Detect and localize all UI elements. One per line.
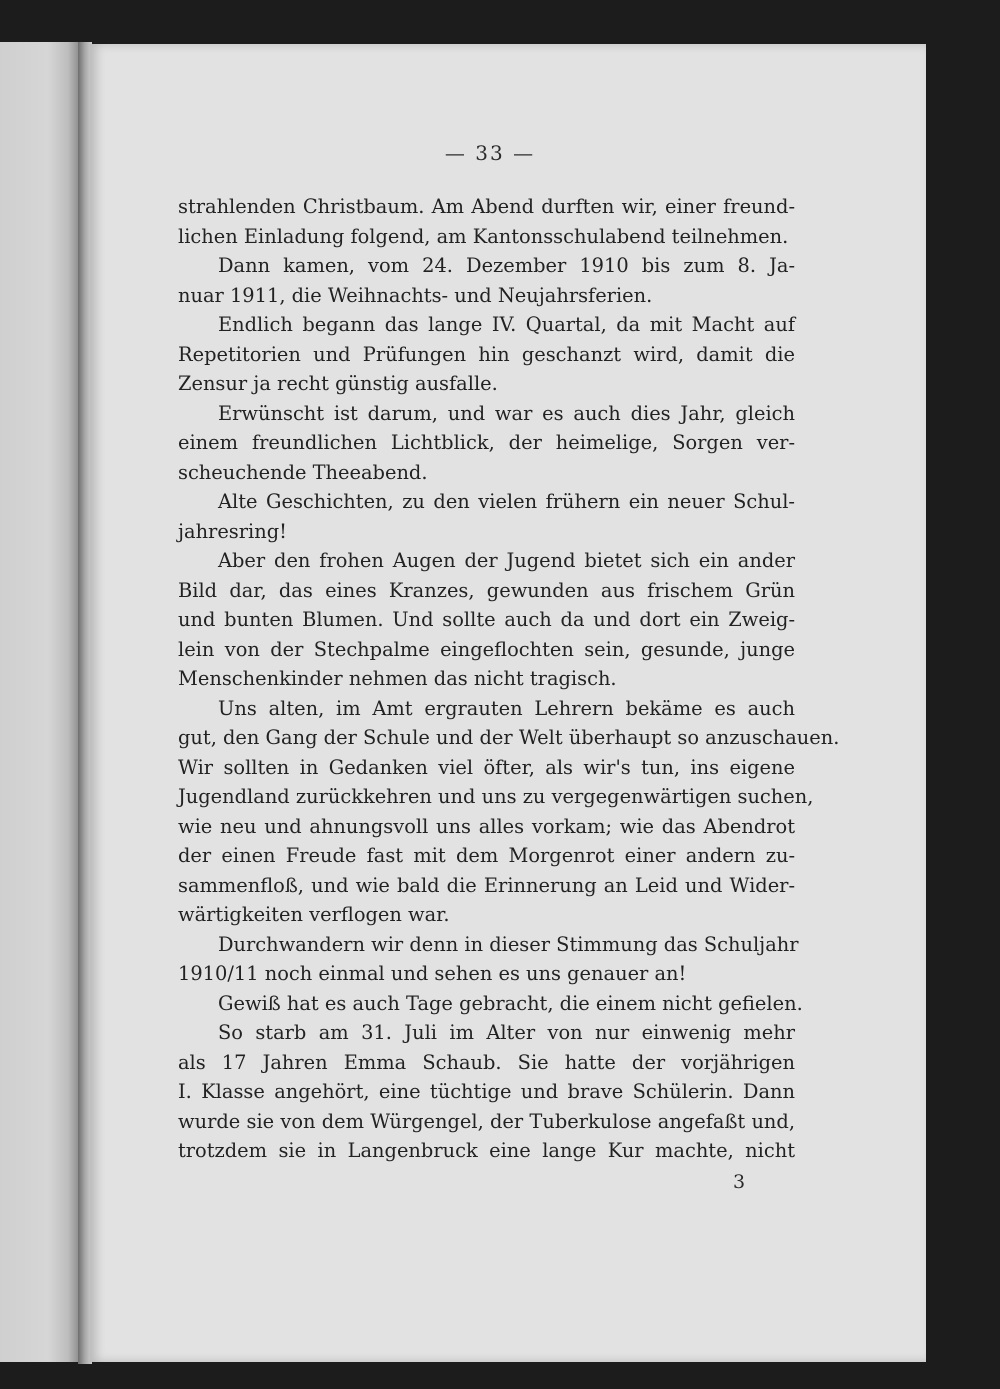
- text-line: lein von der Stechpalme eingeflochten sein, gesunde, junge: [178, 637, 795, 661]
- text-line: strahlenden Christbaum. Am Abend durften wir, einer freund-: [178, 195, 795, 218]
- text-line: einem freundlichen Lichtblick, der heimelige, Sorgen ver-: [178, 431, 795, 454]
- text-line: I. Klasse angehört, eine tüchtige und brave Schülerin. Dann: [178, 1080, 795, 1103]
- text-line: Jugendland zurückkehren und uns zu vergegenwärtigen suchen,: [178, 785, 814, 808]
- text-line: jahresring!: [178, 519, 287, 543]
- text-line: trotzdem sie in Langenbruck eine lange Kur machte, nicht: [178, 1139, 795, 1162]
- text-line: Endlich begann das lange IV. Quartal, da mit Macht auf: [218, 313, 795, 336]
- text-line: Alte Geschichten, zu den vielen frühern ein neuer Schul-: [218, 490, 795, 513]
- text-line: scheuchende Theeabend.: [178, 460, 428, 484]
- text-line: Dann kamen, vom 24. Dezember 1910 bis zum 8. Ja-: [218, 254, 795, 277]
- text-line: Uns alten, im Amt ergrauten Lehrern bekäme es auch: [218, 696, 795, 720]
- text-line: Aber den frohen Augen der Jugend bietet sich ein ander: [218, 549, 795, 572]
- text-line: 1910/11 noch einmal und sehen es uns genauer an!: [178, 962, 687, 985]
- text-line: gut, den Gang der Schule und der Welt überhaupt so anzuschauen.: [178, 726, 840, 749]
- text-line: wärtigkeiten verflogen war.: [178, 903, 450, 926]
- text-line: Erwünscht ist darum, und war es auch dies Jahr, gleich: [218, 401, 795, 425]
- text-line: Durchwandern wir denn in dieser Stimmung das Schuljahr: [218, 932, 799, 956]
- text-line: So starb am 31. Juli im Alter von nur einwenig mehr: [218, 1021, 795, 1044]
- page-header-number: — 33 —: [444, 141, 536, 165]
- text-line: Gewiß hat es auch Tage gebracht, die einem nicht gefielen.: [218, 991, 803, 1015]
- text-line: sammenfloß, und wie bald die Erinnerung an Leid und Wider-: [178, 873, 795, 897]
- text-line: wurde sie von dem Würgengel, der Tuberkulose angefaßt und,: [178, 1109, 795, 1133]
- text-line: der einen Freude fast mit dem Morgenrot einer andern zu-: [178, 844, 795, 867]
- text-line: Bild dar, das eines Kranzes, gewunden aus frischem Grün: [178, 578, 795, 602]
- text-line: Zensur ja recht günstig ausfalle.: [178, 372, 498, 395]
- body-text: [178, 192, 840, 1166]
- text-line: wie neu und ahnungsvoll uns alles vorkam; wie das Abendrot: [178, 814, 795, 838]
- text-line: Repetitorien und Prüfungen hin geschanzt wird, damit die: [178, 342, 795, 366]
- text-line: als 17 Jahren Emma Schaub. Sie hatte der vorjährigen: [178, 1050, 795, 1074]
- text-line: Menschenkinder nehmen das nicht tragisch.: [178, 667, 617, 690]
- text-line: nuar 1911, die Weihnachts- und Neujahrsferien.: [178, 283, 653, 307]
- text-line: lichen Einladung folgend, am Kantonsschulabend teilnehmen.: [178, 224, 789, 248]
- facing-page-edge: [0, 42, 80, 1362]
- text-line: und bunten Blumen. Und sollte auch da und dort ein Zweig-: [178, 608, 795, 631]
- text-line: Wir sollten in Gedanken viel öfter, als wir's tun, ins eigene: [178, 755, 795, 779]
- page-footer-signature: 3: [733, 1171, 746, 1193]
